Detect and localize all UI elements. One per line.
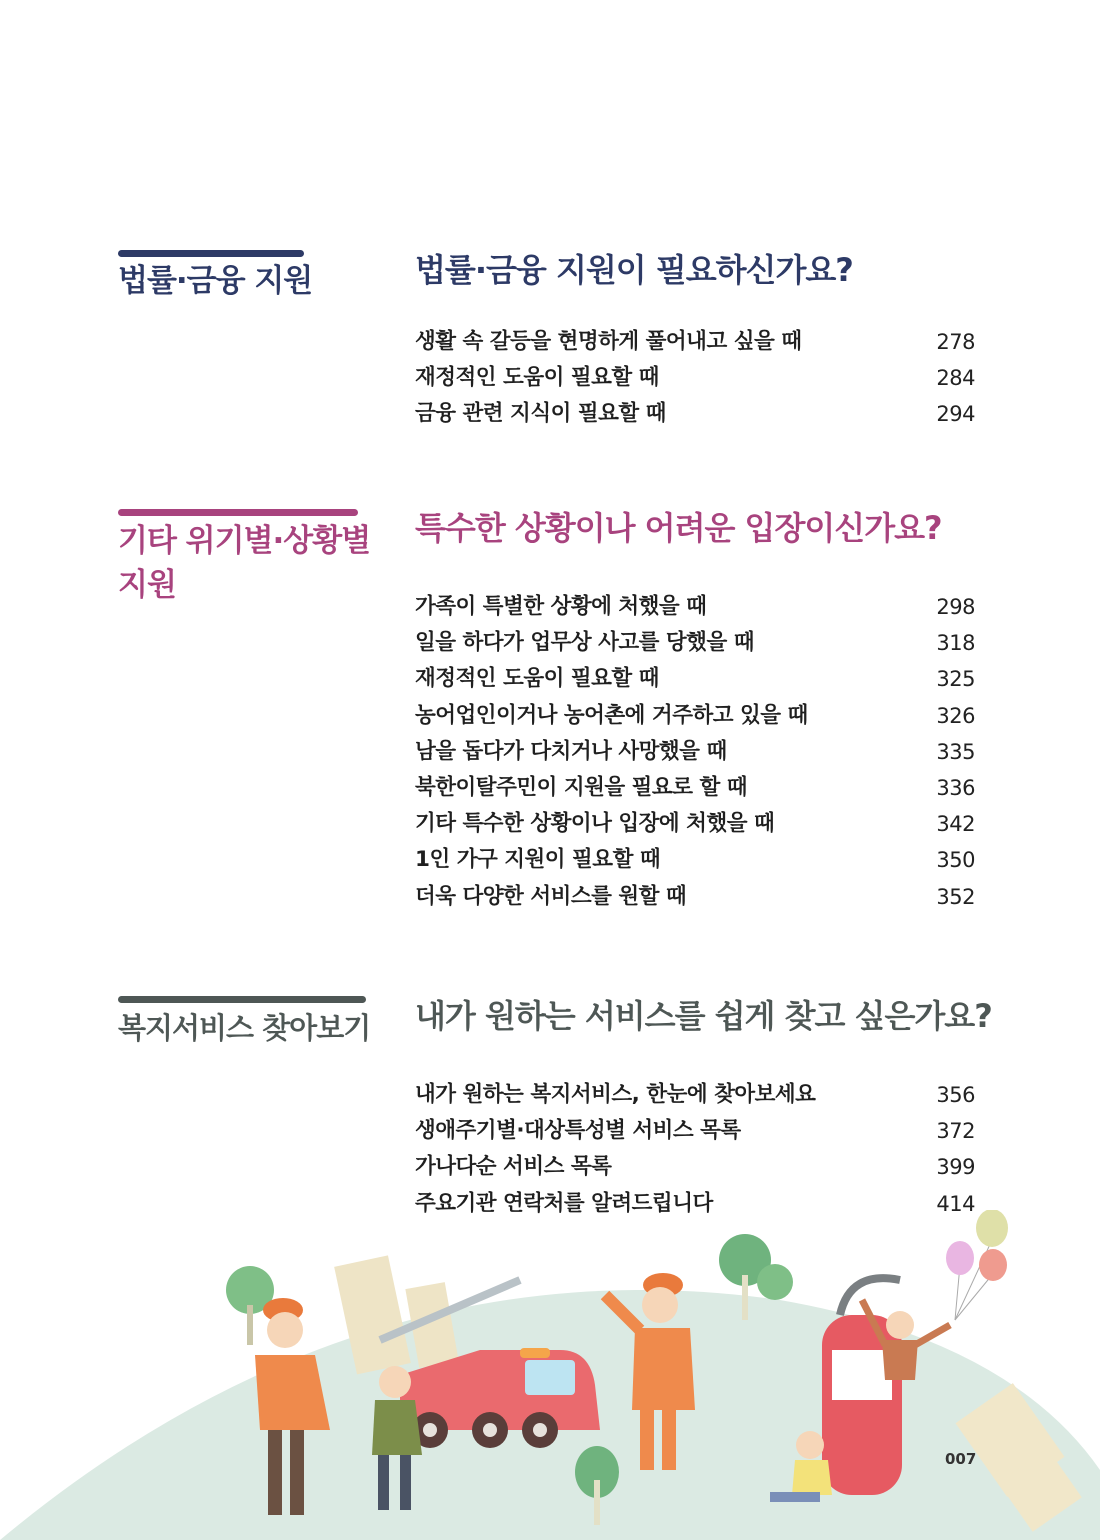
- toc-item[interactable]: [415, 734, 975, 770]
- toc-item-title: 생애주기별·대상특성별 서비스 목록: [415, 1118, 741, 1144]
- toc-item[interactable]: [415, 661, 975, 697]
- section-heading: 내가 원하는 서비스를 쉽게 찾고 싶은가요?: [415, 997, 992, 1035]
- balloons-icon: [946, 1210, 1008, 1320]
- toc-item[interactable]: [415, 324, 975, 360]
- toc-item-page: 352: [936, 884, 975, 909]
- toc-item-page: 294: [936, 402, 975, 427]
- toc-item-page: 342: [936, 812, 975, 837]
- toc-item-page: 284: [936, 366, 975, 391]
- toc-item-title: 재정적인 도움이 필요할 때: [415, 666, 659, 692]
- toc-item[interactable]: [415, 589, 975, 625]
- section-heading: 특수한 상황이나 어려운 입장이신가요?: [415, 509, 942, 547]
- toc-item-title: 남을 돕다가 다치거나 사망했을 때: [415, 738, 727, 764]
- toc-item[interactable]: [415, 1149, 975, 1185]
- toc-item-title: 일을 하다가 업무상 사고를 당했을 때: [415, 630, 754, 656]
- section-bar: [118, 996, 366, 1003]
- toc-list: [415, 1077, 975, 1222]
- toc-item-title: 재정적인 도움이 필요할 때: [415, 365, 659, 391]
- toc-item-title: 내가 원하는 복지서비스, 한눈에 찾아보세요: [415, 1082, 816, 1107]
- toc-item-title: 금융 관련 지식이 필요할 때: [415, 401, 666, 427]
- toc-item-title: 가나다순 서비스 목록: [415, 1154, 612, 1180]
- toc-item-page: 325: [936, 667, 975, 692]
- toc-item-page: 350: [936, 848, 975, 873]
- toc-item-page: 356: [936, 1083, 975, 1107]
- toc-item-title: 기타 특수한 상황이나 입장에 처했을 때: [415, 811, 775, 837]
- toc-item-page: 318: [936, 631, 975, 656]
- toc-item-page: 298: [936, 595, 975, 619]
- toc-item-title: 주요기관 연락처를 알려드립니다: [415, 1190, 713, 1216]
- toc-item-page: 399: [936, 1155, 975, 1180]
- section-heading: 법률·금융 지원이 필요하신가요?: [415, 251, 853, 289]
- toc-item[interactable]: [415, 1113, 975, 1149]
- toc-item[interactable]: [415, 698, 975, 734]
- toc-item-page: 414: [936, 1191, 975, 1216]
- toc-item-page: 335: [936, 739, 975, 764]
- toc-item-title: 생활 속 갈등을 현명하게 풀어내고 싶을 때: [415, 329, 802, 354]
- section-side-title: 법률·금융 지원: [118, 263, 313, 299]
- toc-item[interactable]: [415, 625, 975, 661]
- toc-item[interactable]: [415, 879, 975, 915]
- toc-item-page: 278: [936, 330, 975, 354]
- toc-item-title: 북한이탈주민이 지원을 필요로 할 때: [415, 774, 747, 800]
- page-number: 007: [945, 1450, 977, 1468]
- footer-illustration: [0, 1210, 1100, 1540]
- toc-item-title: 가족이 특별한 상황에 처했을 때: [415, 594, 707, 619]
- toc-item-page: 372: [936, 1119, 975, 1144]
- toc-item-title: 더욱 다양한 서비스를 원할 때: [415, 883, 687, 909]
- toc-item[interactable]: [415, 806, 975, 842]
- extinguisher-icon: [822, 1278, 902, 1495]
- toc-item[interactable]: [415, 360, 975, 396]
- section-side-title: 복지서비스 찾아보기: [118, 1011, 371, 1045]
- toc-list: [415, 324, 975, 433]
- toc-item-page: 326: [936, 703, 975, 728]
- toc-item[interactable]: [415, 1077, 975, 1113]
- toc-item-title: 농어업인이거나 농어촌에 거주하고 있을 때: [415, 702, 808, 728]
- section-bar: [118, 509, 358, 516]
- toc-item-page: 336: [936, 775, 975, 800]
- toc-item[interactable]: [415, 842, 975, 878]
- toc-item-title: 1인 가구 지원이 필요할 때: [415, 847, 661, 873]
- toc-list: [415, 589, 975, 915]
- section-bar: [118, 250, 304, 257]
- toc-item[interactable]: [415, 770, 975, 806]
- section-side-title: 기타 위기별·상황별 지원: [118, 523, 371, 603]
- toc-item[interactable]: [415, 396, 975, 432]
